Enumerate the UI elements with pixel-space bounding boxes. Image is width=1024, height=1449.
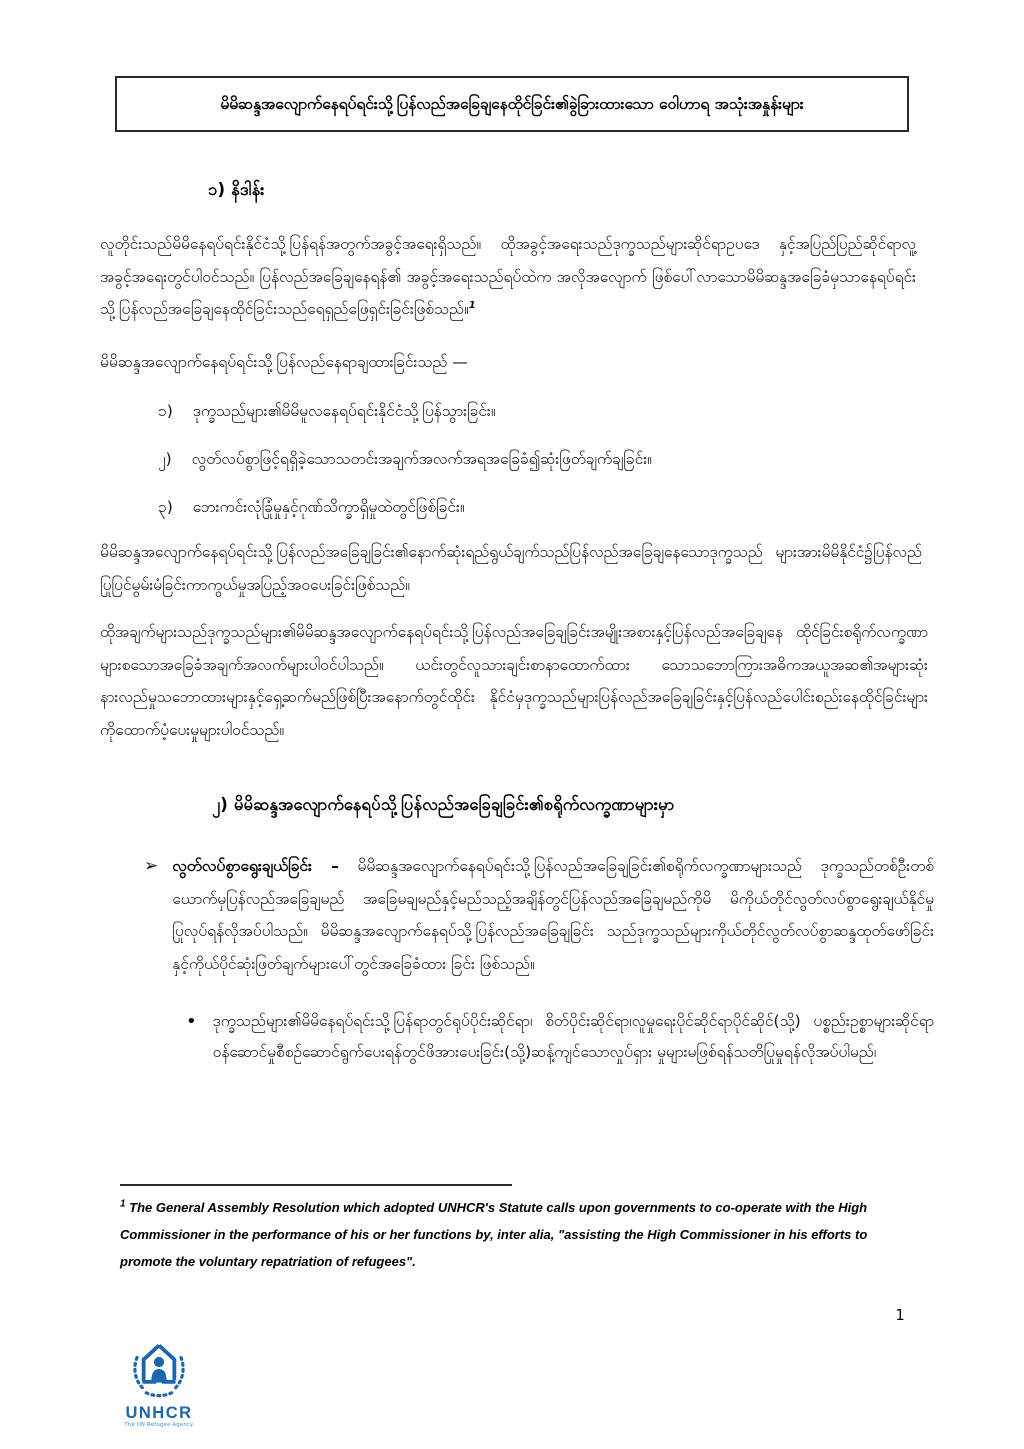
paragraph-intro	[100, 228, 916, 326]
footnote-marker: 1	[120, 1198, 126, 1210]
paragraph-purpose: မိမိဆန္ဒအလျောက်နေရပ်ရင်းသို့ပြန်လည်အခြေချခြင်း၏နောက်ဆုံးရည်ရွယ်ချက်သည်ပြန်လည်အခြေချနေသောဒုက္ခသည် များအားမိမိနိုင်ငံ၌ပြန်လည်ပြုပြင်မွမ်းမံခြင်းကာကွယ်မှုအပြည့်အဝပေးခြင်းဖြစ်သည်။	[100, 543, 922, 594]
page-number: 1	[895, 1306, 905, 1324]
document-title-box	[115, 76, 909, 132]
section-2-heading: ၂) မိမိဆန္ဒအလျောက်နေရပ်သို့ပြန်လည်အခြေချခြင်း၏စရိုက်လက္ခဏာများမှာ	[212, 795, 675, 814]
footnote-reference: 1	[468, 299, 476, 311]
document-title: မိမိဆန္ဒအလျောက်နေရပ်ရင်းသို့ပြန်လည်အခြေချနေထိုင်ခြင်း၏ခွဲခြားထားသော ဝေါဟာရ အသုံးအနှုန်းများ	[220, 95, 804, 113]
dot-bullet-icon: •	[186, 1011, 197, 1032]
unhcr-emblem-icon	[127, 1340, 191, 1402]
paragraph-details: ထိုအချက်များသည်ဒုက္ခသည်များ၏မိမိဆန္ဒအလျောက်နေရပ်ရင်းသို့ပြန်လည်အခြေချခြင်းအမျိုးအစားနှင့်ပြန်လည်အခြေချနေ ထိုင်ခြင်းစရိုက်လက္ခဏာများစသောအခြေခံအချက်အလက်များပါဝင်ပါသည်။ ယင်းတွင်လူသားချင်းစာနာထောက်ထား သောသဘောကြားအဓိကအယူအဆ၏အများဆုံးနားလည်မှုသဘောထားများနှင့်ရှေ့ဆက်မည်ဖြစ်ပြီးအနောက်တွင်ထိုင်း နိုင်ငံမှဒုက္ခသည်များပြန်လည်အခြေချခြင်းနှင့်ပြန်လည်ပေါင်းစည်းနေထိုင်ခြင်းများကိုထောက်ပံ့ပေးမှုများပါဝင်သည်။	[100, 623, 928, 739]
unhcr-logo	[116, 1340, 202, 1429]
numbered-item-3	[158, 492, 878, 522]
item-3-number: ၃)	[158, 498, 173, 516]
item-2-number: ၂)	[158, 450, 172, 468]
arrow-bullet-item	[144, 850, 934, 980]
footnote	[120, 1194, 920, 1275]
list-intro: မိမိဆန္ဒအလျောက်နေရပ်ရင်းသို့ပြန်လည်နေရာချထားခြင်းသည် —	[100, 353, 468, 371]
sub-bullet-item	[186, 1006, 934, 1068]
item-1-text: ဒုက္ခသည်များ၏မိမိမူလနေရပ်ရင်းနိုင်ငံသို့ပြန်သွားခြင်း။	[192, 402, 496, 420]
unhcr-wordmark: UNHCR	[125, 1404, 193, 1422]
arrow-bullet-icon: ➢	[144, 856, 159, 876]
numbered-item-1	[158, 396, 878, 426]
arrow-bullet-lead: လွတ်လပ်စွာရွေးချယ်ခြင်း –	[172, 857, 339, 875]
arrow-bullet-text: မိမိဆန္ဒအလျောက်နေရပ်ရင်းသို့ပြန်လည်အခြေချခြင်း၏စရိုက်လက္ခဏာများသည် ဒုက္ခသည်တစ်ဦးတစ်ယောက်မှပြန်လည်အခြေချမည် အခြေမချမည်နှင့်မည်သည့်အချိန်တွင်ပြန်လည်အခြေချမည်ကိုမိ မိကိုယ်တိုင်လွတ်လပ်စွာရွေးချယ်နိုင်မှုပြုလုပ်ရန်လိုအပ်ပါသည်။ မိမိဆန္ဒအလျောက်နေရပ်သို့ပြန်လည်အခြေချခြင်း သည်ဒုက္ခသည်များကိုယ်တိုင်လွတ်လပ်စွာဆန္ဒထုတ်ဖော်ခြင်းနှင့်ကိုယ်ပိုင်ဆုံးဖြတ်ချက်များပေါ်တွင်အခြေခံထား ခြင်း ဖြစ်သည်။	[172, 857, 935, 973]
arrow-bullet-content	[172, 850, 934, 980]
numbered-item-2	[158, 444, 878, 474]
footnote-separator	[120, 1184, 512, 1186]
sub-bullet-text: ဒုက္ခသည်များ၏မိမိနေရပ်ရင်းသို့ပြန်ရာတွင်ရုပ်ပိုင်းဆိုင်ရာ၊ စိတ်ပိုင်းဆိုင်ရာ၊လူမှုရေးပိုင်ဆိုင်ရာပိုင်ဆိုင်(သို့) ပစ္စည်းဥစ္စာများဆိုင်ရာဝန်ဆောင်မှုစီစဉ်ဆောင်ရွက်ပေးရန်တွင်ဖိအားပေးခြင်း(သို့)ဆန့်ကျင်သောလှုပ်ရှား မှုများမဖြစ်ရန်သတိပြုမှုရန်လိုအပ်ပါမည်၊	[212, 1012, 934, 1061]
paragraph-intro-text: လူတိုင်းသည်မိမိနေရပ်ရင်းနိုင်ငံသို့ပြန်ရန်အတွက်အခွင့်အရေးရှိသည်။ ထိုအခွင့်အရေးသည်ဒုက္ခသည်များဆိုင်ရာဥပဒေ နှင့်အပြည်ပြည်ဆိုင်ရာလူ့အခွင့်အရေးတွင်ပါဝင်သည်။ ပြန်လည်အခြေချနေရန်၏ အခွင့်အရေးသည်ရပ်ထဲက အလိုအလျောက် ဖြစ်ပေါ်လာသောမိမိဆန္ဒအခြေခံမှသာနေရပ်ရင်းသို့ပြန်လည်အခြေချနေထိုင်ခြင်းသည်ရေရှည်ဖြေရှင်းခြင်းဖြစ်သည်။	[100, 235, 916, 318]
item-3-text: ဘေးကင်းလုံခြုံမှုနှင့်ဂုဏ်သိက္ခာရှိမှုထဲတွင်ဖြစ်ခြင်း။	[192, 498, 465, 516]
item-2-text: လွတ်လပ်စွာဖြင့်ရရှိခဲ့သောသတင်းအချက်အလက်အရအခြေခံ၍ဆုံးဖြတ်ချက်ချခြင်း။	[191, 450, 652, 468]
section-1-heading: ၁) နိဒါန်း	[208, 180, 265, 199]
footnote-text: The General Assembly Resolution which adopted UNHCR's Statute calls upon governments to co-operate with the High Commissioner in the performance of his or her functions by, inter alia, "assisting the High Commissioner in his efforts to promote the voluntary repatriation of refugees".	[120, 1200, 868, 1269]
item-1-number: ၁)	[158, 402, 173, 420]
unhcr-tagline: The UN Refugee Agency	[124, 1422, 194, 1428]
